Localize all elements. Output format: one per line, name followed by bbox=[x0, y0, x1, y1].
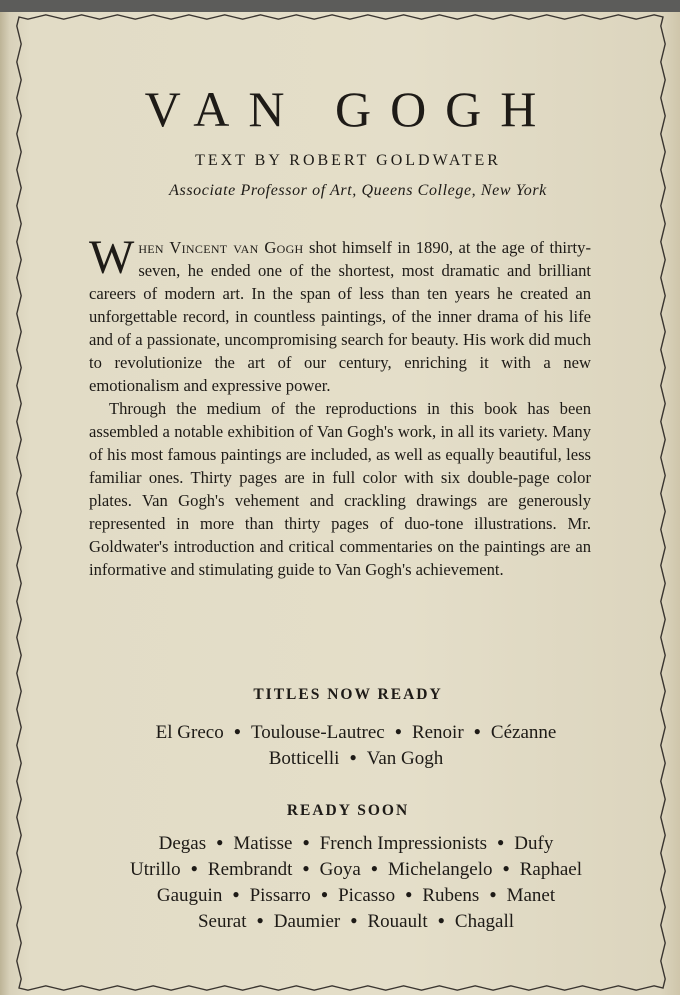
titles-now-ready-heading: TITLES NOW READY bbox=[253, 686, 443, 703]
bullet-separator: ● bbox=[350, 913, 358, 927]
bullet-separator: ● bbox=[302, 835, 310, 849]
bullet-separator: ● bbox=[256, 913, 264, 927]
title-row bbox=[16, 908, 680, 934]
book-title-item: Pissarro bbox=[249, 885, 311, 906]
bullet-separator: ● bbox=[489, 887, 497, 901]
book-title-item: Daumier bbox=[273, 911, 341, 932]
bullet-separator: ● bbox=[216, 835, 224, 849]
bullet-separator: ● bbox=[320, 887, 329, 901]
title-row bbox=[16, 745, 680, 771]
book-title-item: Chagall bbox=[454, 911, 515, 932]
author-byline: TEXT BY ROBERT GOLDWATER bbox=[195, 152, 501, 169]
book-title-item: Rembrandt bbox=[207, 859, 293, 880]
book-title-item: Renoir bbox=[411, 722, 464, 743]
bullet-separator: ● bbox=[190, 861, 198, 875]
drop-cap: W bbox=[89, 231, 135, 284]
book-title-item: Van Gogh bbox=[366, 748, 444, 769]
book-title-item: Toulouse-Lautrec bbox=[250, 722, 385, 743]
book-title-item: Michelangelo bbox=[388, 859, 493, 880]
bullet-separator: ● bbox=[232, 887, 240, 901]
bullet-separator: ● bbox=[497, 835, 505, 849]
book-title-item: Gauguin bbox=[156, 885, 223, 906]
author-affiliation: Associate Professor of Art, Queens College, New York bbox=[169, 182, 547, 199]
blurb-text bbox=[89, 231, 591, 581]
book-title: VAN GOGH bbox=[144, 81, 556, 137]
book-title-item: Picasso bbox=[338, 885, 396, 906]
book-title-item: Utrillo bbox=[130, 859, 181, 880]
book-title-item: Dufy bbox=[514, 833, 554, 854]
book-title-item: Degas bbox=[158, 833, 207, 854]
book-title-item: Manet bbox=[506, 885, 556, 906]
lead-in-smallcaps: hen Vincent van Gogh bbox=[138, 238, 304, 257]
blurb-paragraph-1 bbox=[89, 231, 591, 397]
ready-soon-heading: READY SOON bbox=[286, 802, 410, 819]
bullet-separator: ● bbox=[349, 750, 357, 764]
book-title-item: Goya bbox=[319, 859, 361, 880]
book-title-item: Botticelli bbox=[268, 748, 340, 769]
title-row bbox=[16, 830, 680, 856]
bullet-separator: ● bbox=[394, 724, 402, 738]
book-title-item: Raphael bbox=[519, 859, 582, 880]
bullet-separator: ● bbox=[302, 861, 310, 875]
book-title-item: Rubens bbox=[422, 885, 480, 906]
titles-now-ready-list bbox=[0, 719, 680, 771]
title-row bbox=[16, 882, 680, 908]
book-title-item: Seurat bbox=[197, 911, 247, 932]
paragraph-1-text: shot himself in 1890, at the age of thirty-seven, he ended one of the shortest, most dramatic and brilliant careers of modern art. In the span of less than ten years he created an unforgettable record, in countless paintings, of the inner drama of his life and of a passionate, uncompromising search for beauty. His work did much to revolutionize the art of our century, enriching it with a new emotionalism and expressive power. bbox=[89, 238, 591, 395]
book-title-item: Matisse bbox=[233, 833, 293, 854]
bullet-separator: ● bbox=[473, 724, 481, 738]
bullet-separator: ● bbox=[370, 861, 379, 875]
bullet-separator: ● bbox=[405, 887, 413, 901]
bullet-separator: ● bbox=[233, 724, 241, 738]
bullet-separator: ● bbox=[437, 913, 445, 927]
title-row bbox=[16, 856, 680, 882]
blurb-paragraph-2: Through the medium of the reproductions in this book has been assembled a notable exhibition of Van Gogh's work, in all its variety. Many of his most famous paintings are included, as well as equally beautiful, less familiar ones. Thirty pages are in full color with six double-page color plates. Van Gogh's vehement and crackling drawings are generously represented in more than thirty pages of duo-tone illustrations. Mr. Goldwater's introduction and critical commentaries on the paintings are an informative and stimulating guide to Van Gogh's achievement. bbox=[89, 399, 591, 579]
book-title-item: Rouault bbox=[367, 911, 428, 932]
book-title-item: El Greco bbox=[155, 722, 224, 743]
book-title-item: French Impressionists bbox=[319, 833, 488, 854]
bullet-separator: ● bbox=[502, 861, 510, 875]
book-title-item: Cézanne bbox=[490, 722, 557, 743]
title-row bbox=[16, 719, 680, 745]
ready-soon-list bbox=[0, 830, 680, 934]
